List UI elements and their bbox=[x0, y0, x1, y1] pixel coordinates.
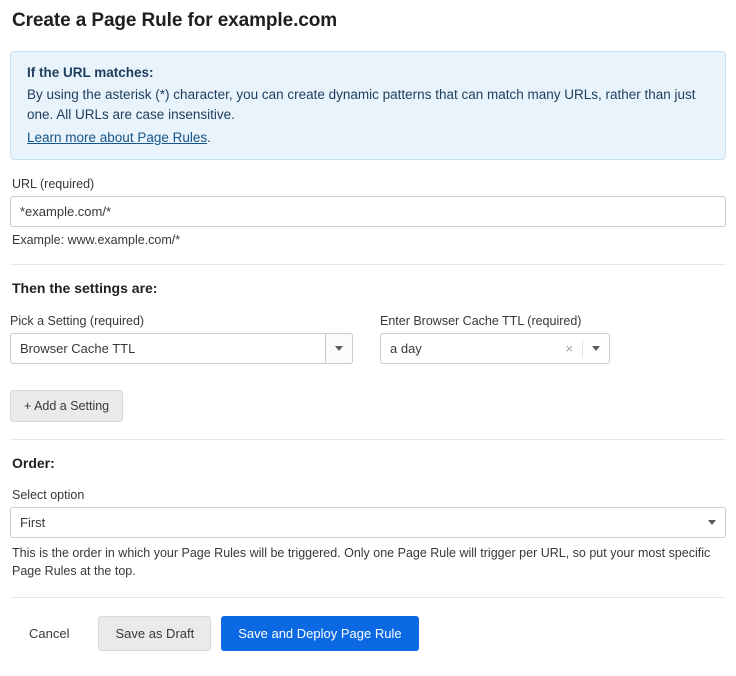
add-setting-button[interactable]: + Add a Setting bbox=[10, 390, 123, 422]
callout-body: By using the asterisk (*) character, you can create dynamic patterns that can match many URLs, rather than just one. All URLs are case insensitive. bbox=[27, 87, 696, 122]
order-hint: This is the order in which your Page Rules will be triggered. Only one Page Rule will trigger per URL, so put your most specific Page Rules at the top. bbox=[12, 546, 711, 578]
setting-picker-dropdown-button[interactable] bbox=[325, 333, 353, 364]
url-match-callout bbox=[10, 51, 726, 160]
clear-icon[interactable]: × bbox=[565, 341, 573, 356]
settings-row bbox=[10, 314, 726, 364]
setting-picker-group bbox=[10, 314, 353, 364]
url-input[interactable] bbox=[10, 196, 726, 227]
url-field-label: URL (required) bbox=[12, 177, 95, 191]
setting-picker-value: Browser Cache TTL bbox=[20, 341, 136, 356]
learn-more-link[interactable]: Learn more about Page Rules bbox=[27, 130, 208, 145]
save-as-draft-button[interactable]: Save as Draft bbox=[98, 616, 211, 651]
callout-heading: If the URL matches: bbox=[27, 65, 154, 80]
chevron-down-icon[interactable] bbox=[708, 520, 716, 525]
order-select-label: Select option bbox=[12, 488, 85, 502]
setting-picker-select[interactable] bbox=[10, 333, 353, 364]
settings-section-title: Then the settings are: bbox=[12, 280, 158, 296]
setting-picker-label: Pick a Setting (required) bbox=[10, 314, 145, 328]
divider-settings bbox=[10, 264, 726, 265]
ttl-picker-label: Enter Browser Cache TTL (required) bbox=[380, 314, 582, 328]
url-field-hint: Example: www.example.com/* bbox=[12, 233, 181, 247]
cancel-button[interactable]: Cancel bbox=[10, 616, 88, 651]
action-buttons bbox=[10, 616, 726, 651]
chevron-down-icon[interactable] bbox=[592, 346, 600, 351]
page-title: Create a Page Rule for example.com bbox=[12, 10, 338, 31]
callout-link-suffix: . bbox=[207, 130, 211, 145]
ttl-picker-value: a day bbox=[390, 341, 422, 356]
order-select-value: First bbox=[20, 515, 46, 530]
separator bbox=[582, 340, 583, 358]
divider-actions bbox=[10, 597, 726, 598]
save-and-deploy-button[interactable]: Save and Deploy Page Rule bbox=[221, 616, 418, 651]
callout-link-row bbox=[27, 130, 709, 145]
chevron-down-icon bbox=[335, 346, 343, 351]
ttl-picker-select[interactable] bbox=[380, 333, 610, 364]
divider-order bbox=[10, 439, 726, 440]
order-section-title: Order: bbox=[12, 455, 55, 471]
order-select[interactable] bbox=[10, 507, 726, 538]
ttl-picker-group bbox=[380, 314, 610, 364]
